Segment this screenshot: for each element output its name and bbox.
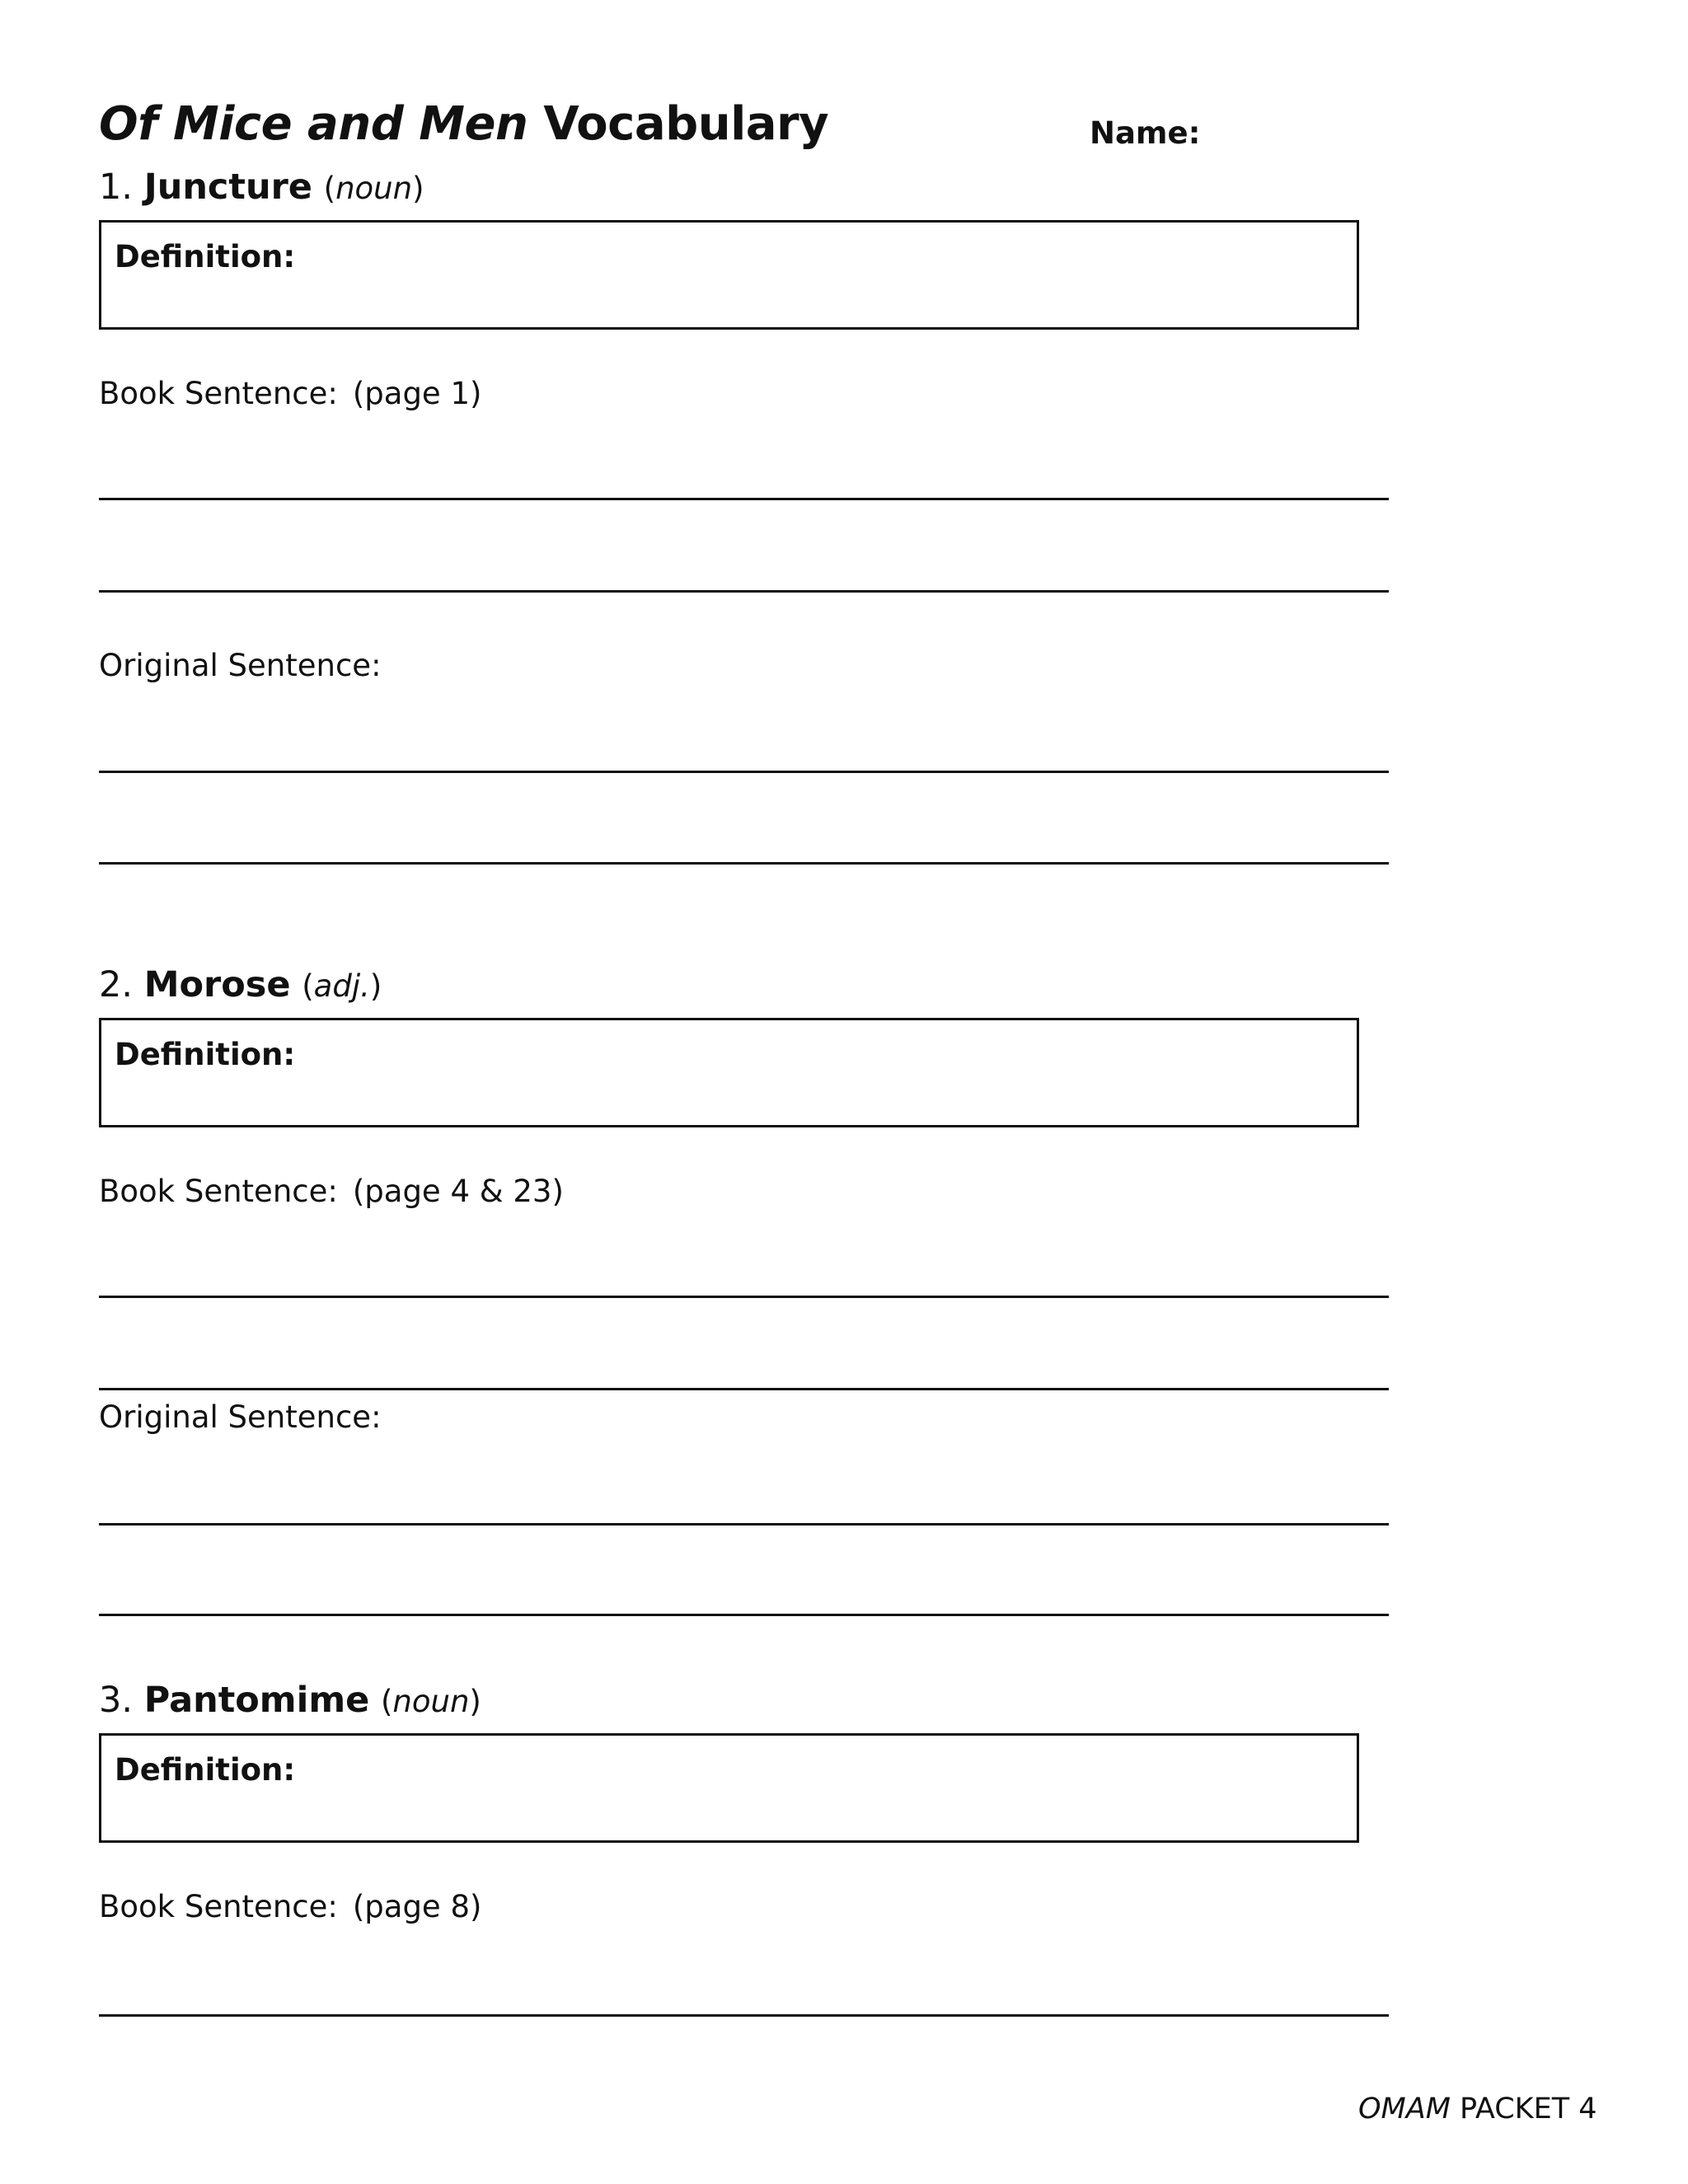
word-heading-2 [99, 964, 382, 1005]
answer-line[interactable] [99, 1614, 1389, 1616]
answer-line[interactable] [99, 1523, 1389, 1526]
book-sentence-label-1: Book Sentence: (page 1) [99, 376, 482, 411]
answer-line[interactable] [99, 771, 1389, 773]
word-term: Pantomime [143, 1680, 370, 1721]
title-italic: Of Mice and Men [99, 97, 528, 151]
definition-box-3[interactable] [99, 1733, 1359, 1843]
word-pos: (noun) [380, 1684, 481, 1719]
book-sentence-page: (page 8) [352, 1889, 482, 1924]
word-number: 3. [99, 1680, 134, 1721]
book-sentence-label-3: Book Sentence: (page 8) [99, 1889, 482, 1924]
answer-line[interactable] [99, 1388, 1389, 1390]
footer-rest: PACKET 4 [1460, 2093, 1597, 2125]
answer-line[interactable] [99, 590, 1389, 593]
book-sentence-label-2: Book Sentence: (page 4 & 23) [99, 1174, 564, 1209]
definition-box-1[interactable] [99, 220, 1359, 330]
word-term: Morose [143, 964, 291, 1005]
word-heading-1 [99, 166, 424, 208]
word-number: 2. [99, 964, 134, 1005]
definition-label: Definition: [115, 239, 296, 274]
answer-line[interactable] [99, 862, 1389, 865]
answer-line[interactable] [99, 1296, 1389, 1298]
answer-line[interactable] [99, 498, 1389, 500]
word-pos: (noun) [323, 171, 424, 206]
book-sentence-page: (page 1) [352, 376, 482, 411]
definition-box-2[interactable] [99, 1018, 1359, 1127]
original-sentence-label-1: Original Sentence: [99, 648, 382, 683]
original-sentence-label-2: Original Sentence: [99, 1399, 382, 1435]
page-footer [1358, 2093, 1597, 2125]
word-term: Juncture [143, 166, 312, 208]
definition-label: Definition: [115, 1037, 296, 1072]
footer-italic: OMAM [1358, 2093, 1451, 2125]
name-label: Name: [1090, 115, 1201, 151]
page-title [99, 97, 828, 151]
word-number: 1. [99, 166, 134, 208]
word-pos: (adj.) [302, 968, 382, 1004]
word-heading-3 [99, 1680, 481, 1721]
book-sentence-page: (page 4 & 23) [352, 1174, 564, 1209]
definition-label: Definition: [115, 1752, 296, 1788]
title-rest: Vocabulary [543, 97, 829, 151]
answer-line[interactable] [99, 2014, 1389, 2017]
